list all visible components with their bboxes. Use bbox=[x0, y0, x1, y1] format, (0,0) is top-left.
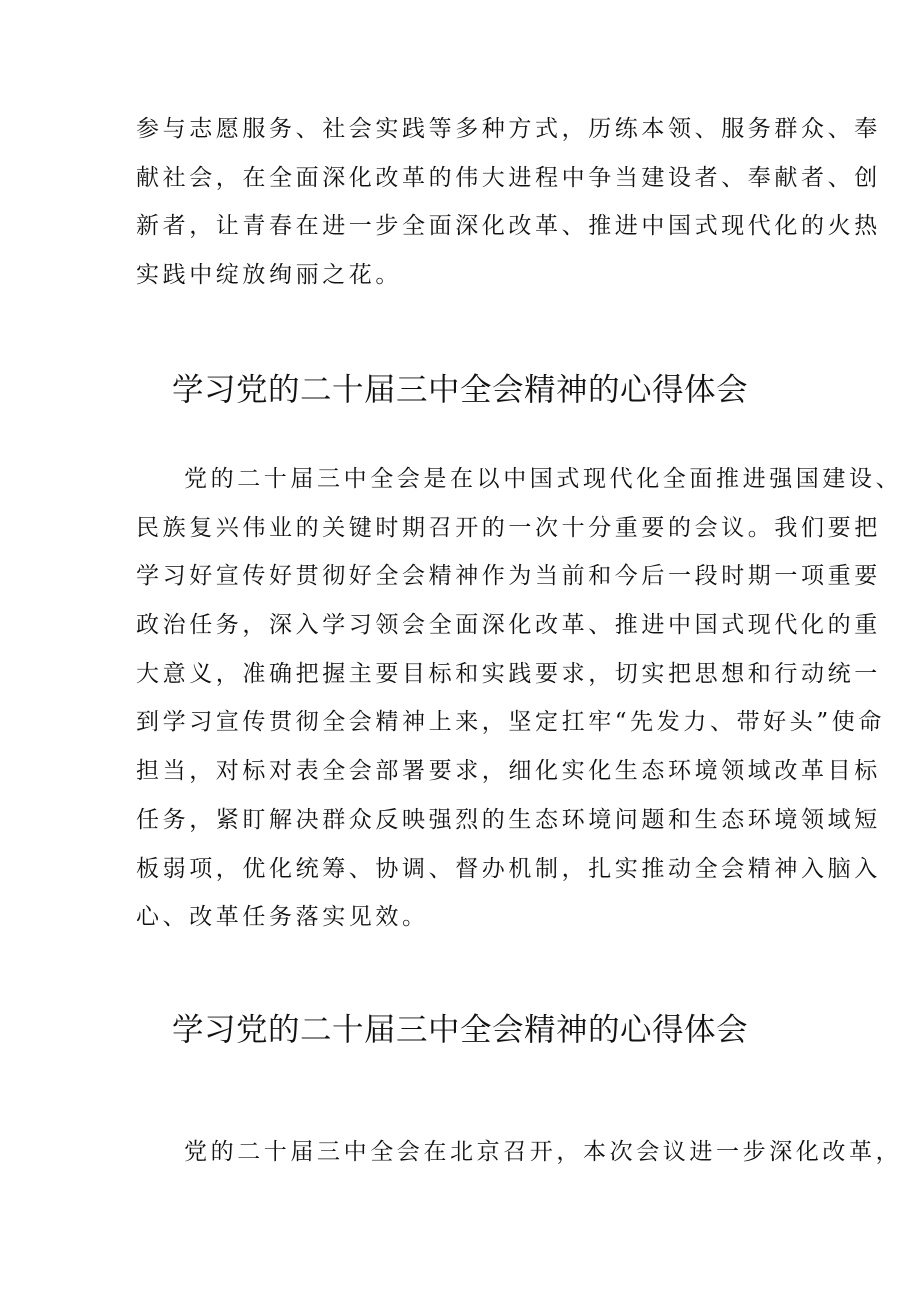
article-paragraph bbox=[136, 1128, 903, 1177]
paragraph-line: 板弱项，优化统筹、协调、督办机制，扎实推动全会精神入脑入 bbox=[136, 855, 881, 882]
article-title: 学习党的二十届三中全会精神的心得体会 bbox=[171, 372, 748, 408]
paragraph-line: 新者，让青春在进一步全面深化改革、推进中国式现代化的火热 bbox=[136, 213, 881, 240]
paragraph-line: 担当，对标对表全会部署要求，细化实化生态环境领域改革目标 bbox=[136, 758, 881, 785]
paragraph-line: 实践中绽放绚丽之花。 bbox=[136, 262, 402, 289]
paragraph-line: 党的二十届三中全会在北京召开，本次会议进一步深化改革， bbox=[184, 1139, 903, 1165]
paragraph-line: 到学习宣传贯彻全会精神上来，坚定扛牢“先发力、带好头”使命 bbox=[136, 709, 885, 736]
paragraph-line: 大意义，准确把握主要目标和实践要求，切实把思想和行动统一 bbox=[136, 660, 881, 687]
intro-paragraph bbox=[136, 105, 881, 300]
paragraph-line: 任务，紧盯解决群众反映强烈的生态环境问题和生态环境领域短 bbox=[136, 806, 881, 833]
paragraph-line: 心、改革任务落实见效。 bbox=[136, 904, 429, 931]
paragraph-line: 民族复兴伟业的关键时期召开的一次十分重要的会议。我们要把 bbox=[136, 514, 881, 541]
paragraph-line: 献社会，在全面深化改革的伟大进程中争当建设者、奉献者、创 bbox=[136, 164, 881, 191]
paragraph-line: 参与志愿服务、社会实践等多种方式，历练本领、服务群众、奉 bbox=[136, 116, 881, 142]
paragraph-line: 政治任务，深入学习领会全面深化改革、推进中国式现代化的重 bbox=[136, 612, 881, 639]
paragraph-line: 学习好宣传好贯彻好全会精神作为当前和今后一段时期一项重要 bbox=[136, 563, 881, 590]
article-paragraph bbox=[136, 455, 903, 942]
article-title: 学习党的二十届三中全会精神的心得体会 bbox=[171, 1012, 748, 1048]
paragraph-line: 党的二十届三中全会是在以中国式现代化全面推进强国建设、 bbox=[184, 466, 903, 492]
